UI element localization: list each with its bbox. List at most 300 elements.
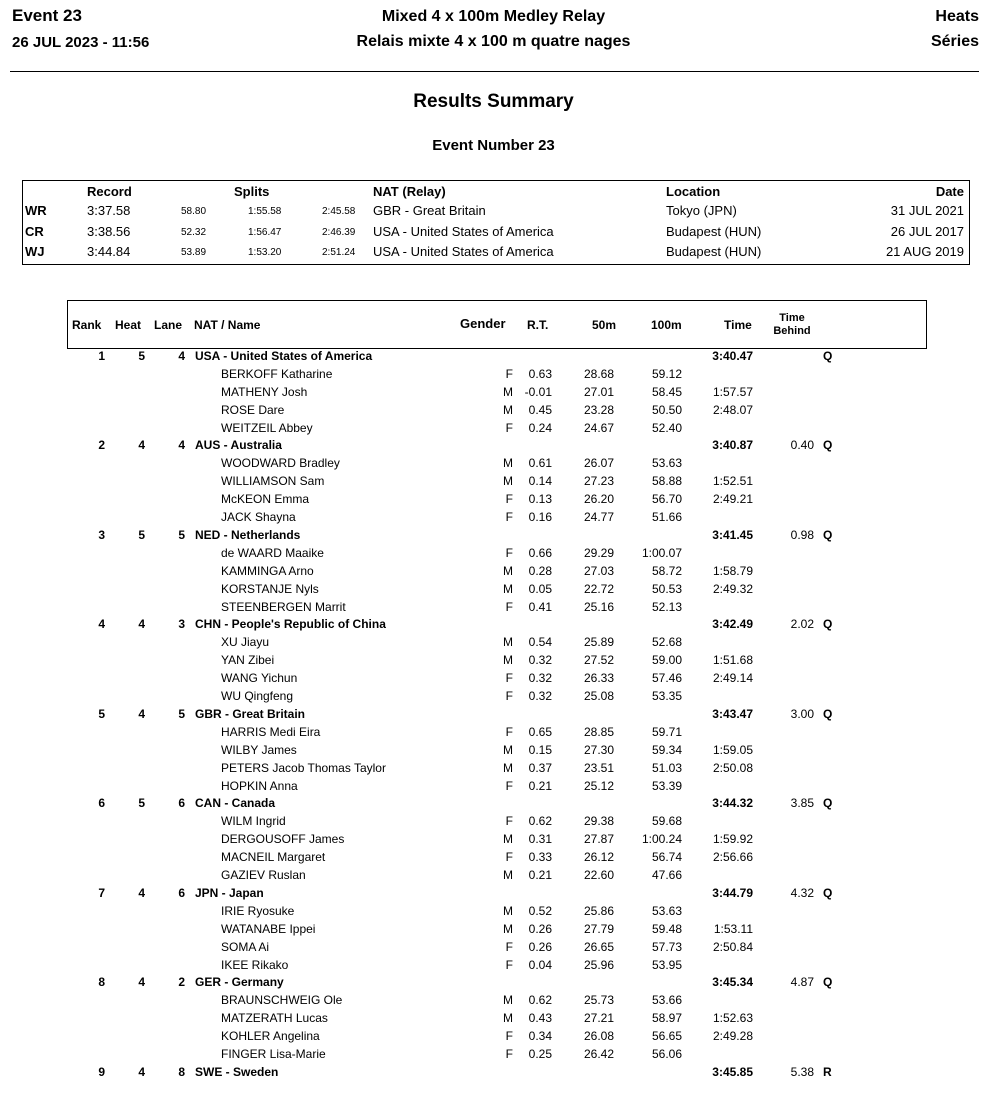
team-time: 3:43.47 [712, 707, 753, 721]
swimmer-gender: F [505, 546, 513, 560]
swimmer-reaction-time: 0.16 [528, 510, 552, 524]
team-time: 3:45.34 [712, 975, 753, 989]
col-time: Time [724, 318, 752, 332]
swimmer-gender: M [503, 385, 513, 399]
record-nat: USA - United States of America [373, 244, 554, 259]
swimmer-row [0, 1011, 987, 1029]
swimmer-reaction-time: 0.41 [528, 600, 552, 614]
swimmer-split-100m: 50.53 [651, 582, 682, 596]
swimmer-gender: M [503, 403, 513, 417]
swimmer-row [0, 564, 987, 582]
team-heat: 4 [138, 617, 145, 631]
swimmer-gender: M [503, 832, 513, 846]
swimmer-split-50m: 25.96 [583, 958, 614, 972]
swimmer-name: YAN Zibei [221, 653, 275, 667]
swimmer-name: JACK Shayna [221, 510, 296, 524]
swimmer-cumulative: 1:59.05 [712, 743, 753, 757]
swimmer-gender: F [505, 725, 513, 739]
swimmer-split-100m: 1:00.07 [641, 546, 682, 560]
swimmer-reaction-time: 0.13 [528, 492, 552, 506]
team-time: 3:45.85 [712, 1065, 753, 1079]
event-label: Event 23 [12, 6, 82, 25]
swimmer-name: WATANABE Ippei [221, 922, 316, 936]
swimmer-split-50m: 27.01 [583, 385, 614, 399]
swimmer-cumulative: 2:49.28 [712, 1029, 753, 1043]
swimmer-reaction-time: 0.34 [528, 1029, 552, 1043]
team-time: 3:42.49 [712, 617, 753, 631]
team-nat: USA - United States of America [195, 349, 373, 363]
swimmer-name: WOODWARD Bradley [221, 456, 340, 470]
team-rank: 5 [98, 707, 105, 721]
swimmer-split-100m: 59.00 [651, 653, 682, 667]
team-nat: AUS - Australia [195, 438, 282, 452]
swimmer-gender: F [505, 850, 513, 864]
swimmer-split-100m: 47.66 [651, 868, 682, 882]
swimmer-name: ROSE Dare [221, 403, 285, 417]
team-rank: 6 [98, 796, 105, 810]
swimmer-reaction-time: 0.63 [528, 367, 552, 381]
record-code: WR [25, 203, 47, 218]
swimmer-split-100m: 59.68 [651, 814, 682, 828]
swimmer-cumulative: 2:49.21 [712, 492, 753, 506]
team-lane: 5 [178, 707, 185, 721]
swimmer-cumulative: 2:48.07 [712, 403, 753, 417]
swimmer-reaction-time: 0.52 [528, 904, 552, 918]
team-lane: 8 [178, 1065, 185, 1079]
swimmer-gender: F [505, 779, 513, 793]
swimmer-name: HOPKIN Anna [221, 779, 298, 793]
records-header-splits: Splits [234, 184, 270, 199]
swimmer-split-100m: 57.46 [651, 671, 682, 685]
swimmer-row [0, 689, 987, 707]
swimmer-row [0, 492, 987, 510]
swimmer-reaction-time: 0.32 [528, 671, 552, 685]
team-rank: 2 [98, 438, 105, 452]
swimmer-split-100m: 59.34 [651, 743, 682, 757]
swimmer-gender: F [505, 367, 513, 381]
swimmer-reaction-time: 0.14 [528, 474, 552, 488]
team-nat: GBR - Great Britain [195, 707, 306, 721]
swimmer-split-100m: 53.35 [651, 689, 682, 703]
record-split-1: 58.80 [181, 206, 207, 217]
swimmer-gender: M [503, 993, 513, 1007]
swimmer-split-50m: 24.77 [583, 510, 614, 524]
team-rank: 8 [98, 975, 105, 989]
event-title-en: Mixed 4 x 100m Medley Relay [381, 8, 606, 25]
swimmer-name: de WAARD Maaike [221, 546, 324, 560]
swimmer-split-50m: 24.67 [583, 421, 614, 435]
swimmer-gender: F [505, 958, 513, 972]
swimmer-name: WILM Ingrid [221, 814, 286, 828]
team-heat: 5 [138, 796, 145, 810]
swimmer-reaction-time: 0.66 [528, 546, 552, 560]
team-row [0, 886, 987, 904]
col-behind-2: Behind [773, 325, 811, 337]
swimmer-reaction-time: 0.62 [528, 814, 552, 828]
swimmer-row [0, 868, 987, 886]
swimmer-split-100m: 53.63 [651, 456, 682, 470]
swimmer-name: WEITZEIL Abbey [221, 421, 313, 435]
record-date: 26 JUL 2017 [890, 224, 964, 239]
event-datetime: 26 JUL 2023 - 11:56 [12, 34, 150, 51]
swimmer-reaction-time: 0.21 [528, 868, 552, 882]
col-rt: R.T. [527, 318, 549, 332]
team-heat: 4 [138, 707, 145, 721]
team-heat: 5 [138, 528, 145, 542]
header-divider [10, 71, 979, 72]
swimmer-split-50m: 27.79 [583, 922, 614, 936]
swimmer-split-50m: 26.20 [583, 492, 614, 506]
swimmer-split-50m: 22.60 [583, 868, 614, 882]
record-split-2: 1:53.20 [248, 247, 282, 258]
team-heat: 4 [138, 975, 145, 989]
swimmer-gender: M [503, 904, 513, 918]
team-qualifier: Q [823, 617, 833, 631]
swimmer-reaction-time: 0.33 [528, 850, 552, 864]
team-time-behind: 0.40 [790, 438, 814, 452]
team-time-behind: 0.98 [790, 528, 814, 542]
swimmer-gender: M [503, 635, 513, 649]
swimmer-cumulative: 2:50.08 [712, 761, 753, 775]
swimmer-gender: F [505, 671, 513, 685]
record-location: Budapest (HUN) [666, 244, 762, 259]
swimmer-row [0, 814, 987, 832]
swimmer-reaction-time: 0.65 [528, 725, 552, 739]
swimmer-gender: M [503, 743, 513, 757]
swimmer-name: MATZERATH Lucas [221, 1011, 328, 1025]
swimmer-split-100m: 52.13 [651, 600, 682, 614]
swimmer-name: WILLIAMSON Sam [221, 474, 325, 488]
record-split-1: 53.89 [181, 247, 207, 258]
swimmer-split-100m: 58.72 [651, 564, 682, 578]
team-row [0, 796, 987, 814]
swimmer-gender: F [505, 421, 513, 435]
records-header-location: Location [666, 184, 721, 199]
team-rank: 9 [98, 1065, 105, 1079]
team-qualifier: R [823, 1065, 832, 1079]
record-split-2: 1:56.47 [248, 227, 282, 238]
swimmer-reaction-time: 0.04 [528, 958, 552, 972]
swimmer-cumulative: 1:52.63 [712, 1011, 753, 1025]
swimmer-row [0, 671, 987, 689]
swimmer-reaction-time: 0.31 [528, 832, 552, 846]
col-heat: Heat [115, 318, 142, 332]
swimmer-row [0, 474, 987, 492]
swimmer-cumulative: 1:57.57 [712, 385, 753, 399]
swimmer-split-100m: 59.12 [651, 367, 682, 381]
swimmer-name: GAZIEV Ruslan [221, 868, 306, 882]
swimmer-split-50m: 26.33 [583, 671, 614, 685]
swimmer-name: MACNEIL Margaret [221, 850, 326, 864]
swimmer-name: WILBY James [221, 743, 297, 757]
record-location: Budapest (HUN) [666, 224, 762, 239]
swimmer-split-100m: 53.95 [651, 958, 682, 972]
swimmer-split-100m: 51.66 [651, 510, 682, 524]
swimmer-name: WANG Yichun [221, 671, 298, 685]
swimmer-gender: M [503, 582, 513, 596]
swimmer-split-100m: 53.39 [651, 779, 682, 793]
swimmer-gender: F [505, 1047, 513, 1061]
swimmer-gender: M [503, 1011, 513, 1025]
swimmer-split-100m: 50.50 [651, 403, 682, 417]
swimmer-split-100m: 52.40 [651, 421, 682, 435]
team-heat: 4 [138, 886, 145, 900]
swimmer-reaction-time: 0.54 [528, 635, 552, 649]
team-time-behind: 5.38 [790, 1065, 814, 1079]
record-split-3: 2:46.39 [322, 227, 356, 238]
col-lane: Lane [154, 318, 183, 332]
team-nat: CHN - People's Republic of China [195, 617, 386, 631]
swimmer-row [0, 904, 987, 922]
record-location: Tokyo (JPN) [666, 203, 737, 218]
swimmer-reaction-time: 0.45 [528, 403, 552, 417]
swimmer-name: BERKOFF Katharine [221, 367, 333, 381]
swimmer-row [0, 993, 987, 1011]
swimmer-cumulative: 1:58.79 [712, 564, 753, 578]
team-time: 3:41.45 [712, 528, 753, 542]
swimmer-split-50m: 25.86 [583, 904, 614, 918]
record-date: 31 JUL 2021 [890, 203, 964, 218]
swimmer-split-100m: 53.66 [651, 993, 682, 1007]
swimmer-split-50m: 27.03 [583, 564, 614, 578]
team-nat: CAN - Canada [195, 796, 276, 810]
swimmer-name: STEENBERGEN Marrit [221, 600, 346, 614]
col-rank: Rank [72, 318, 102, 332]
swimmer-split-100m: 56.65 [651, 1029, 682, 1043]
team-lane: 2 [178, 975, 185, 989]
team-rank: 4 [98, 617, 105, 631]
swimmer-name: WU Qingfeng [221, 689, 294, 703]
summary-title: Results Summary [413, 91, 574, 112]
col-name: NAT / Name [194, 318, 261, 332]
team-time: 3:44.32 [712, 796, 753, 810]
team-lane: 6 [178, 796, 185, 810]
swimmer-row [0, 832, 987, 850]
swimmer-split-50m: 25.73 [583, 993, 614, 1007]
swimmer-split-50m: 28.85 [583, 725, 614, 739]
swimmer-split-50m: 29.38 [583, 814, 614, 828]
swimmer-split-50m: 27.23 [583, 474, 614, 488]
team-qualifier: Q [823, 438, 833, 452]
record-split-1: 52.32 [181, 227, 207, 238]
team-nat: SWE - Sweden [195, 1065, 279, 1079]
swimmer-row [0, 582, 987, 600]
swimmer-split-50m: 25.16 [583, 600, 614, 614]
swimmer-reaction-time: -0.01 [524, 385, 552, 399]
event-title-fr: Relais mixte 4 x 100 m quatre nages [356, 33, 631, 50]
swimmer-gender: F [505, 492, 513, 506]
swimmer-split-50m: 26.65 [583, 940, 614, 954]
swimmer-reaction-time: 0.26 [528, 940, 552, 954]
swimmer-split-50m: 26.07 [583, 456, 614, 470]
swimmer-name: XU Jiayu [221, 635, 270, 649]
swimmer-split-50m: 22.72 [583, 582, 614, 596]
record-split-3: 2:45.58 [322, 206, 356, 217]
swimmer-reaction-time: 0.21 [528, 779, 552, 793]
phase-en: Heats [935, 8, 979, 25]
team-time-behind: 4.87 [790, 975, 814, 989]
team-qualifier: Q [823, 975, 833, 989]
swimmer-split-100m: 58.88 [651, 474, 682, 488]
swimmer-split-100m: 53.63 [651, 904, 682, 918]
swimmer-row [0, 940, 987, 958]
swimmer-cumulative: 2:49.14 [712, 671, 753, 685]
swimmer-reaction-time: 0.32 [528, 689, 552, 703]
record-date: 21 AUG 2019 [885, 244, 964, 259]
swimmer-reaction-time: 0.28 [528, 564, 552, 578]
col-behind-1: Time [779, 312, 805, 324]
swimmer-split-100m: 59.48 [651, 922, 682, 936]
records-header-date: Date [935, 184, 964, 199]
swimmer-name: SOMA Ai [221, 940, 270, 954]
swimmer-split-100m: 58.45 [651, 385, 682, 399]
event-number: Event Number 23 [432, 137, 555, 154]
swimmer-row [0, 761, 987, 779]
swimmer-gender: M [503, 474, 513, 488]
swimmer-reaction-time: 0.15 [528, 743, 552, 757]
team-qualifier: Q [823, 707, 833, 721]
swimmer-cumulative: 2:49.32 [712, 582, 753, 596]
swimmer-reaction-time: 0.43 [528, 1011, 552, 1025]
swimmer-gender: F [505, 689, 513, 703]
swimmer-name: KOHLER Angelina [221, 1029, 320, 1043]
record-split-3: 2:51.24 [322, 247, 356, 258]
record-time: 3:38.56 [87, 224, 131, 239]
swimmer-cumulative: 2:56.66 [712, 850, 753, 864]
swimmer-row [0, 403, 987, 421]
col-100m: 100m [651, 318, 682, 332]
team-lane: 6 [178, 886, 185, 900]
swimmer-split-50m: 27.52 [583, 653, 614, 667]
record-time: 3:44.84 [87, 244, 131, 259]
swimmer-row [0, 958, 987, 976]
swimmer-split-50m: 26.12 [583, 850, 614, 864]
team-nat: JPN - Japan [195, 886, 264, 900]
team-qualifier: Q [823, 886, 833, 900]
swimmer-split-50m: 23.51 [583, 761, 614, 775]
record-split-2: 1:55.58 [248, 206, 282, 217]
phase-fr: Séries [930, 33, 979, 50]
swimmer-row [0, 743, 987, 761]
team-qualifier: Q [823, 796, 833, 810]
swimmer-split-100m: 57.73 [651, 940, 682, 954]
swimmer-reaction-time: 0.62 [528, 993, 552, 1007]
swimmer-split-100m: 56.70 [651, 492, 682, 506]
swimmer-split-50m: 27.30 [583, 743, 614, 757]
col-gender: Gender [460, 316, 506, 331]
swimmer-split-50m: 23.28 [583, 403, 614, 417]
swimmer-row [0, 421, 987, 439]
team-time-behind: 3.85 [790, 796, 814, 810]
team-time: 3:40.47 [712, 349, 753, 363]
team-row [0, 975, 987, 993]
swimmer-name: KORSTANJE Nyls [221, 582, 319, 596]
team-qualifier: Q [823, 349, 833, 363]
team-heat: 4 [138, 1065, 145, 1079]
team-time-behind: 4.32 [790, 886, 814, 900]
team-row [0, 617, 987, 635]
record-code: WJ [25, 244, 45, 259]
swimmer-name: KAMMINGA Arno [221, 564, 314, 578]
records-header-nat: NAT (Relay) [373, 184, 446, 199]
swimmer-split-100m: 59.71 [651, 725, 682, 739]
swimmer-split-50m: 26.42 [583, 1047, 614, 1061]
team-rank: 7 [98, 886, 105, 900]
swimmer-gender: F [505, 600, 513, 614]
swimmer-row [0, 922, 987, 940]
swimmer-row [0, 385, 987, 403]
swimmer-reaction-time: 0.32 [528, 653, 552, 667]
col-50m: 50m [592, 318, 617, 332]
record-time: 3:37.58 [87, 203, 131, 218]
team-time: 3:40.87 [712, 438, 753, 452]
swimmer-row [0, 725, 987, 743]
swimmer-reaction-time: 0.37 [528, 761, 552, 775]
team-row [0, 349, 987, 367]
swimmer-gender: F [505, 940, 513, 954]
swimmer-reaction-time: 0.24 [528, 421, 552, 435]
swimmer-split-50m: 25.12 [583, 779, 614, 793]
swimmer-name: MATHENY Josh [221, 385, 308, 399]
team-lane: 4 [178, 349, 185, 363]
record-code: CR [25, 224, 44, 239]
team-lane: 5 [178, 528, 185, 542]
swimmer-row [0, 635, 987, 653]
swimmer-row [0, 510, 987, 528]
swimmer-split-100m: 51.03 [651, 761, 682, 775]
swimmer-name: DERGOUSOFF James [221, 832, 345, 846]
team-row [0, 528, 987, 546]
team-time-behind: 2.02 [790, 617, 814, 631]
swimmer-split-100m: 1:00.24 [641, 832, 682, 846]
swimmer-row [0, 600, 987, 618]
swimmer-split-50m: 27.87 [583, 832, 614, 846]
swimmer-gender: M [503, 564, 513, 578]
swimmer-gender: M [503, 922, 513, 936]
swimmer-gender: F [505, 1029, 513, 1043]
swimmer-row [0, 456, 987, 474]
team-rank: 1 [98, 349, 105, 363]
team-nat: NED - Netherlands [195, 528, 301, 542]
swimmer-row [0, 367, 987, 385]
team-row [0, 1065, 987, 1083]
team-row [0, 438, 987, 456]
swimmer-row [0, 1047, 987, 1065]
swimmer-reaction-time: 0.26 [528, 922, 552, 936]
swimmer-gender: M [503, 761, 513, 775]
swimmer-split-100m: 52.68 [651, 635, 682, 649]
swimmer-name: BRAUNSCHWEIG Ole [221, 993, 343, 1007]
swimmer-reaction-time: 0.25 [528, 1047, 552, 1061]
team-time-behind: 3.00 [790, 707, 814, 721]
swimmer-name: PETERS Jacob Thomas Taylor [221, 761, 386, 775]
swimmer-split-100m: 58.97 [651, 1011, 682, 1025]
swimmer-name: McKEON Emma [221, 492, 310, 506]
swimmer-split-50m: 25.89 [583, 635, 614, 649]
records-header-record: Record [87, 184, 132, 199]
record-nat: GBR - Great Britain [373, 203, 486, 218]
swimmer-row [0, 779, 987, 797]
swimmer-cumulative: 1:53.11 [713, 922, 753, 936]
team-rank: 3 [98, 528, 105, 542]
team-time: 3:44.79 [712, 886, 753, 900]
swimmer-split-50m: 26.08 [583, 1029, 614, 1043]
swimmer-gender: M [503, 456, 513, 470]
team-qualifier: Q [823, 528, 833, 542]
swimmer-row [0, 546, 987, 564]
swimmer-row [0, 653, 987, 671]
team-lane: 3 [178, 617, 185, 631]
